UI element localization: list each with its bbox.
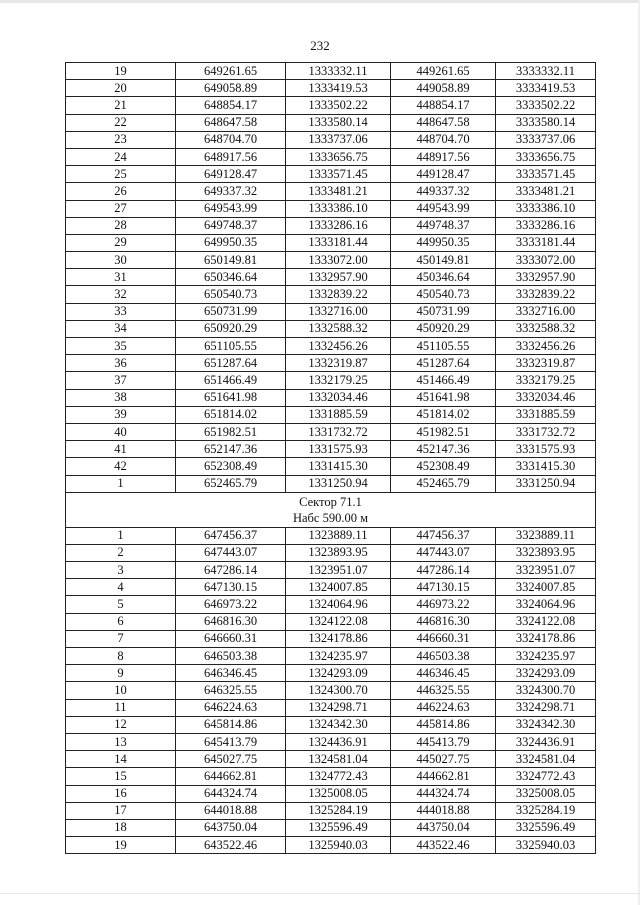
point-number-cell: 4: [66, 579, 176, 596]
coordinate-cell: 1323951.07: [286, 562, 391, 579]
coordinate-cell: 1325596.49: [286, 819, 391, 836]
table-row: [66, 286, 596, 303]
table-row: [66, 338, 596, 355]
coordinate-cell: 3331575.93: [496, 441, 596, 458]
coordinate-cell: 3331250.94: [496, 475, 596, 492]
point-number-cell: 3: [66, 562, 176, 579]
coordinate-cell: 3325940.03: [496, 837, 596, 854]
table-row: [66, 733, 596, 750]
point-number-cell: 33: [66, 303, 176, 320]
coordinate-cell: 444018.88: [391, 802, 496, 819]
sector-block: [66, 492, 596, 527]
coordinate-cell: 648917.56: [176, 148, 286, 165]
coordinate-cell: 3324007.85: [496, 579, 596, 596]
coordinate-cell: 452465.79: [391, 475, 496, 492]
table-row: [66, 768, 596, 785]
point-number-cell: 27: [66, 200, 176, 217]
coordinate-cell: 646973.22: [176, 596, 286, 613]
table-row: [66, 252, 596, 269]
coordinate-cell: 1333072.00: [286, 252, 391, 269]
coordinate-cell: 449058.89: [391, 80, 496, 97]
coordinate-cell: 451641.98: [391, 389, 496, 406]
coordinate-cell: 1331575.93: [286, 441, 391, 458]
coordinate-cell: 651105.55: [176, 338, 286, 355]
coordinate-cell: 451466.49: [391, 372, 496, 389]
coordinate-cell: 444324.74: [391, 785, 496, 802]
coordinate-cell: 645814.86: [176, 716, 286, 733]
coordinate-cell: 1324300.70: [286, 682, 391, 699]
table-row: [66, 665, 596, 682]
table-row: [66, 630, 596, 647]
coordinate-cell: 3324178.86: [496, 630, 596, 647]
coordinate-cell: 645413.79: [176, 733, 286, 750]
coordinate-cell: 3325596.49: [496, 819, 596, 836]
coordinate-cell: 650540.73: [176, 286, 286, 303]
table-row: [66, 148, 596, 165]
coordinate-cell: 450540.73: [391, 286, 496, 303]
coordinate-cell: 3331415.30: [496, 458, 596, 475]
point-number-cell: 20: [66, 80, 176, 97]
coordinate-cell: 1333181.44: [286, 234, 391, 251]
coordinate-cell: 651466.49: [176, 372, 286, 389]
point-number-cell: 16: [66, 785, 176, 802]
coordinate-cell: 1332034.46: [286, 389, 391, 406]
coordinate-cell: 1331732.72: [286, 423, 391, 440]
sector-header: [66, 492, 596, 527]
coordinate-cell: 651982.51: [176, 423, 286, 440]
table-row: [66, 751, 596, 768]
point-number-cell: 15: [66, 768, 176, 785]
coordinate-cell: 650346.64: [176, 269, 286, 286]
coordinate-cell: 3324235.97: [496, 648, 596, 665]
coordinate-cell: 450346.64: [391, 269, 496, 286]
coordinate-cell: 449543.99: [391, 200, 496, 217]
table-row: [66, 200, 596, 217]
point-number-cell: 31: [66, 269, 176, 286]
coordinate-cell: 1331250.94: [286, 475, 391, 492]
point-number-cell: 23: [66, 131, 176, 148]
coordinate-cell: 3324298.71: [496, 699, 596, 716]
coordinate-cell: 449261.65: [391, 63, 496, 80]
coordinate-cell: 1333580.14: [286, 114, 391, 131]
coordinate-cell: 649950.35: [176, 234, 286, 251]
coordinates-table: [65, 62, 596, 854]
coordinate-cell: 448917.56: [391, 148, 496, 165]
table-row: [66, 80, 596, 97]
coordinate-cell: 3332179.25: [496, 372, 596, 389]
coordinate-cell: 647130.15: [176, 579, 286, 596]
coordinate-cell: 3331885.59: [496, 406, 596, 423]
sector-height: Набс 590.00 м: [292, 510, 369, 525]
coordinate-cell: 3324293.09: [496, 665, 596, 682]
coordinate-cell: 3323951.07: [496, 562, 596, 579]
coordinate-cell: 448704.70: [391, 131, 496, 148]
coordinate-cell: 3324300.70: [496, 682, 596, 699]
table-row: [66, 183, 596, 200]
coordinate-cell: 3323893.95: [496, 544, 596, 561]
coordinate-cell: 451105.55: [391, 338, 496, 355]
table-row: [66, 97, 596, 114]
coordinate-cell: 1333386.10: [286, 200, 391, 217]
coordinate-cell: 3333481.21: [496, 183, 596, 200]
coordinate-cell: 644018.88: [176, 802, 286, 819]
coordinate-cell: 1333571.45: [286, 166, 391, 183]
coordinate-cell: 3333656.75: [496, 148, 596, 165]
point-number-cell: 8: [66, 648, 176, 665]
coordinate-cell: 3325008.05: [496, 785, 596, 802]
coordinate-cell: 647456.37: [176, 527, 286, 544]
coordinate-cell: 1325284.19: [286, 802, 391, 819]
coordinate-cell: 651641.98: [176, 389, 286, 406]
point-number-cell: 32: [66, 286, 176, 303]
table-row: [66, 613, 596, 630]
coordinate-cell: 1333481.21: [286, 183, 391, 200]
point-number-cell: 24: [66, 148, 176, 165]
coordinate-cell: 3331732.72: [496, 423, 596, 440]
coordinate-cell: 1331885.59: [286, 406, 391, 423]
table-row: [66, 716, 596, 733]
coordinate-cell: 449337.32: [391, 183, 496, 200]
table-row: [66, 475, 596, 492]
coordinate-cell: 3333419.53: [496, 80, 596, 97]
coordinate-cell: 3332456.26: [496, 338, 596, 355]
coordinate-cell: 1325008.05: [286, 785, 391, 802]
coordinate-cell: 451982.51: [391, 423, 496, 440]
coordinate-cell: 452147.36: [391, 441, 496, 458]
coordinate-cell: 648647.58: [176, 114, 286, 131]
point-number-cell: 10: [66, 682, 176, 699]
coordinate-cell: 3333580.14: [496, 114, 596, 131]
coordinate-cell: 3333737.06: [496, 131, 596, 148]
coordinate-cell: 448647.58: [391, 114, 496, 131]
page-number: 232: [310, 38, 330, 53]
coordinate-cell: 1324293.09: [286, 665, 391, 682]
point-number-cell: 36: [66, 355, 176, 372]
coordinate-cell: 445027.75: [391, 751, 496, 768]
point-number-cell: 39: [66, 406, 176, 423]
coordinate-cell: 443522.46: [391, 837, 496, 854]
coordinate-cell: 3332034.46: [496, 389, 596, 406]
coordinate-cell: 452308.49: [391, 458, 496, 475]
table-row: [66, 303, 596, 320]
coordinate-cell: 643750.04: [176, 819, 286, 836]
coordinate-cell: 447443.07: [391, 544, 496, 561]
point-number-cell: 41: [66, 441, 176, 458]
coordinate-cell: 1332957.90: [286, 269, 391, 286]
point-number-cell: 38: [66, 389, 176, 406]
coordinate-cell: 1324122.08: [286, 613, 391, 630]
coordinate-cell: 447286.14: [391, 562, 496, 579]
coordinate-cell: 446660.31: [391, 630, 496, 647]
table-row: [66, 63, 596, 80]
coordinate-cell: 1333656.75: [286, 148, 391, 165]
table-row: [66, 131, 596, 148]
coordinate-cell: 445413.79: [391, 733, 496, 750]
coordinate-cell: 1324007.85: [286, 579, 391, 596]
coordinate-cell: 1333286.16: [286, 217, 391, 234]
coordinate-cell: 646503.38: [176, 648, 286, 665]
coordinate-cell: 3332957.90: [496, 269, 596, 286]
scan-edge-bottom: [0, 893, 640, 894]
point-number-cell: 5: [66, 596, 176, 613]
coordinate-cell: 1325940.03: [286, 837, 391, 854]
coordinate-cell: 446325.55: [391, 682, 496, 699]
coordinate-cell: 649128.47: [176, 166, 286, 183]
coordinate-cell: 650149.81: [176, 252, 286, 269]
point-number-cell: 12: [66, 716, 176, 733]
coordinate-cell: 1332716.00: [286, 303, 391, 320]
point-number-cell: 30: [66, 252, 176, 269]
table-row: [66, 320, 596, 337]
coordinate-cell: 3324772.43: [496, 768, 596, 785]
coordinate-cell: 646816.30: [176, 613, 286, 630]
point-number-cell: 37: [66, 372, 176, 389]
coordinate-cell: 3333072.00: [496, 252, 596, 269]
coordinate-cell: 3324436.91: [496, 733, 596, 750]
coordinate-cell: 652465.79: [176, 475, 286, 492]
point-number-cell: 2: [66, 544, 176, 561]
sector-title: Сектор 71.1: [299, 494, 362, 509]
coordinate-cell: 451287.64: [391, 355, 496, 372]
point-number-cell: 13: [66, 733, 176, 750]
coordinate-cell: 3324122.08: [496, 613, 596, 630]
coordinate-cell: 446816.30: [391, 613, 496, 630]
coordinate-cell: 446973.22: [391, 596, 496, 613]
coordinate-cell: 447130.15: [391, 579, 496, 596]
coordinate-cell: 1333737.06: [286, 131, 391, 148]
point-number-cell: 29: [66, 234, 176, 251]
coordinate-cell: 3325284.19: [496, 802, 596, 819]
table-row: [66, 355, 596, 372]
point-number-cell: 1: [66, 475, 176, 492]
point-number-cell: 35: [66, 338, 176, 355]
coordinate-cell: 3332716.00: [496, 303, 596, 320]
coordinate-cell: 3333502.22: [496, 97, 596, 114]
table-row: [66, 785, 596, 802]
coordinate-cell: 445814.86: [391, 716, 496, 733]
coordinate-cell: 1324178.86: [286, 630, 391, 647]
coordinate-cell: 644324.74: [176, 785, 286, 802]
coordinate-cell: 649058.89: [176, 80, 286, 97]
coordinate-cell: 1323889.11: [286, 527, 391, 544]
coordinate-cell: 648704.70: [176, 131, 286, 148]
table-row: [66, 269, 596, 286]
table-row: [66, 837, 596, 854]
table-row: [66, 648, 596, 665]
table-row: [66, 544, 596, 561]
coordinate-cell: 650731.99: [176, 303, 286, 320]
point-number-cell: 25: [66, 166, 176, 183]
coordinate-cell: 1332319.87: [286, 355, 391, 372]
coordinate-cell: 651814.02: [176, 406, 286, 423]
coordinate-cell: 446346.45: [391, 665, 496, 682]
table-row: [66, 596, 596, 613]
coordinate-cell: 447456.37: [391, 527, 496, 544]
coordinate-cell: 649337.32: [176, 183, 286, 200]
coordinate-cell: 1333332.11: [286, 63, 391, 80]
coordinate-cell: 1332456.26: [286, 338, 391, 355]
coordinate-cell: 649261.65: [176, 63, 286, 80]
coordinate-cell: 1324581.04: [286, 751, 391, 768]
point-number-cell: 19: [66, 837, 176, 854]
coordinate-cell: 450731.99: [391, 303, 496, 320]
table-row: [66, 423, 596, 440]
coordinate-cell: 646660.31: [176, 630, 286, 647]
coordinate-cell: 1324298.71: [286, 699, 391, 716]
coordinate-cell: 649543.99: [176, 200, 286, 217]
point-number-cell: 22: [66, 114, 176, 131]
point-number-cell: 11: [66, 699, 176, 716]
point-number-cell: 40: [66, 423, 176, 440]
coordinate-cell: 646224.63: [176, 699, 286, 716]
point-number-cell: 26: [66, 183, 176, 200]
coordinate-cell: 446224.63: [391, 699, 496, 716]
coordinate-cell: 3333286.16: [496, 217, 596, 234]
coordinate-cell: 450920.29: [391, 320, 496, 337]
coordinate-cell: 448854.17: [391, 97, 496, 114]
coordinate-cell: 643522.46: [176, 837, 286, 854]
point-number-cell: 14: [66, 751, 176, 768]
table-body-bottom: [66, 527, 596, 854]
scan-edge-top: [0, 0, 640, 3]
coordinate-cell: 3333332.11: [496, 63, 596, 80]
coordinate-cell: 646346.45: [176, 665, 286, 682]
table-row: [66, 406, 596, 423]
point-number-cell: 1: [66, 527, 176, 544]
point-number-cell: 19: [66, 63, 176, 80]
table-row: [66, 217, 596, 234]
table-row: [66, 682, 596, 699]
coordinate-cell: 652147.36: [176, 441, 286, 458]
coordinate-cell: 449950.35: [391, 234, 496, 251]
point-number-cell: 28: [66, 217, 176, 234]
coordinate-cell: 451814.02: [391, 406, 496, 423]
coordinate-cell: 1323893.95: [286, 544, 391, 561]
table-row: [66, 579, 596, 596]
table-row: [66, 389, 596, 406]
coordinate-cell: 446503.38: [391, 648, 496, 665]
sector-header-row: [66, 492, 596, 527]
coordinate-cell: 3323889.11: [496, 527, 596, 544]
coordinate-cell: 1332839.22: [286, 286, 391, 303]
point-number-cell: 6: [66, 613, 176, 630]
table-row: [66, 819, 596, 836]
coordinate-cell: 1332179.25: [286, 372, 391, 389]
coordinate-cell: 650920.29: [176, 320, 286, 337]
table-row: [66, 802, 596, 819]
coordinate-cell: 651287.64: [176, 355, 286, 372]
coordinate-cell: 1331415.30: [286, 458, 391, 475]
coordinate-cell: 3333571.45: [496, 166, 596, 183]
coordinate-cell: 3333386.10: [496, 200, 596, 217]
table-row: [66, 372, 596, 389]
coordinate-cell: 3332588.32: [496, 320, 596, 337]
table-row: [66, 166, 596, 183]
table-row: [66, 114, 596, 131]
coordinate-cell: 647286.14: [176, 562, 286, 579]
coordinate-cell: 3324064.96: [496, 596, 596, 613]
table-row: [66, 441, 596, 458]
point-number-cell: 17: [66, 802, 176, 819]
coordinate-cell: 1324064.96: [286, 596, 391, 613]
coordinate-cell: 1333419.53: [286, 80, 391, 97]
coordinate-cell: 1324436.91: [286, 733, 391, 750]
coordinate-cell: 1324342.30: [286, 716, 391, 733]
coordinate-cell: 1324235.97: [286, 648, 391, 665]
table-row: [66, 562, 596, 579]
coordinate-cell: 449748.37: [391, 217, 496, 234]
coordinate-cell: 449128.47: [391, 166, 496, 183]
coordinate-cell: 647443.07: [176, 544, 286, 561]
point-number-cell: 18: [66, 819, 176, 836]
point-number-cell: 42: [66, 458, 176, 475]
coordinate-cell: 646325.55: [176, 682, 286, 699]
coordinate-cell: 3333181.44: [496, 234, 596, 251]
coordinate-cell: 649748.37: [176, 217, 286, 234]
coordinate-cell: 3332319.87: [496, 355, 596, 372]
coordinate-cell: 652308.49: [176, 458, 286, 475]
table-row: [66, 234, 596, 251]
coordinate-cell: 450149.81: [391, 252, 496, 269]
coordinate-cell: 644662.81: [176, 768, 286, 785]
coordinate-cell: 645027.75: [176, 751, 286, 768]
coordinate-cell: 444662.81: [391, 768, 496, 785]
table-row: [66, 458, 596, 475]
coordinate-cell: 3324581.04: [496, 751, 596, 768]
coordinate-cell: 3332839.22: [496, 286, 596, 303]
point-number-cell: 9: [66, 665, 176, 682]
table-row: [66, 527, 596, 544]
coordinate-cell: 1324772.43: [286, 768, 391, 785]
point-number-cell: 7: [66, 630, 176, 647]
table-body-top: [66, 63, 596, 493]
table-row: [66, 699, 596, 716]
coordinate-cell: 443750.04: [391, 819, 496, 836]
coordinate-cell: 648854.17: [176, 97, 286, 114]
point-number-cell: 34: [66, 320, 176, 337]
point-number-cell: 21: [66, 97, 176, 114]
coordinate-cell: 1333502.22: [286, 97, 391, 114]
coordinate-cell: 3324342.30: [496, 716, 596, 733]
coordinate-cell: 1332588.32: [286, 320, 391, 337]
